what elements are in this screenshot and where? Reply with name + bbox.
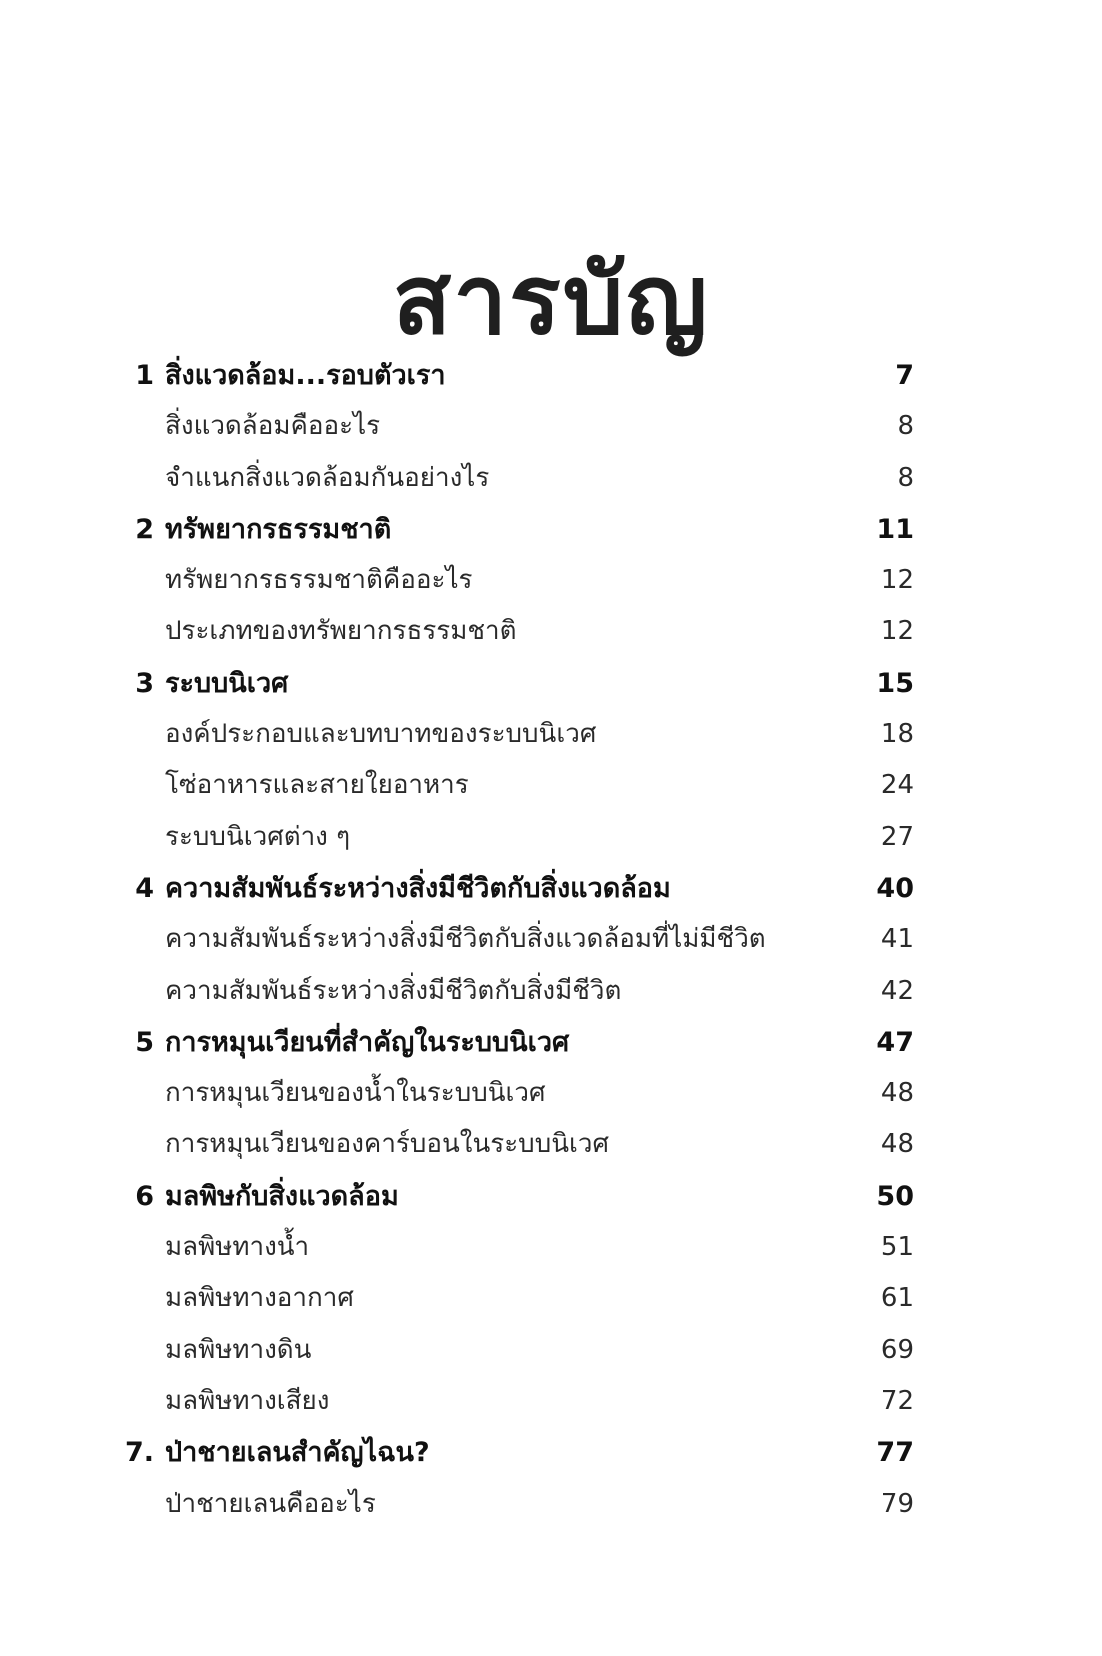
section-title: โซ่อาหารและสายใยอาหาร [165, 770, 469, 801]
toc-section-row [0, 1222, 1102, 1273]
section-title: องค์ประกอบและบทบาทของระบบนิเวศ [165, 719, 597, 750]
section-title: ประเภทของทรัพยากรธรรมชาติ [165, 616, 517, 647]
toc-chapter-row [0, 1171, 1102, 1222]
section-title: จำแนกสิ่งแวดล้อมกันอย่างไร [165, 462, 490, 493]
toc-section-row [0, 1325, 1102, 1376]
toc-chapter-row [0, 1427, 1102, 1478]
section-title: การหมุนเวียนของน้ำในระบบนิเวศ [165, 1078, 546, 1109]
toc-section-row [0, 914, 1102, 965]
page-number: 51 [880, 1232, 914, 1263]
toc-section-row [0, 1376, 1102, 1427]
page-title: สารบัญ [392, 244, 710, 357]
chapter-title: ป่าชายเลนสำคัญไฉน? [165, 1437, 430, 1469]
chapter-number: 5 [135, 1026, 154, 1058]
toc-section-row [0, 812, 1102, 863]
chapter-title: การหมุนเวียนที่สำคัญในระบบนิเวศ [165, 1026, 570, 1058]
toc-chapter-row [0, 658, 1102, 709]
section-title: การหมุนเวียนของคาร์บอนในระบบนิเวศ [165, 1129, 609, 1160]
toc-section-row [0, 1068, 1102, 1119]
toc-section-row [0, 453, 1102, 504]
page-number: 11 [876, 513, 914, 545]
chapter-number: 6 [135, 1180, 154, 1212]
section-title: ความสัมพันธ์ระหว่างสิ่งมีชีวิตกับสิ่งมีชีวิต [165, 975, 622, 1006]
chapter-number: 1 [135, 360, 154, 391]
toc-chapter-row [0, 350, 1102, 401]
page-number: 69 [880, 1334, 914, 1365]
page-number: 12 [880, 616, 914, 647]
page-number: 42 [880, 975, 914, 1006]
toc-section-row [0, 555, 1102, 606]
section-title: มลพิษทางเสียง [165, 1385, 330, 1416]
chapter-number: 4 [135, 872, 154, 904]
section-title: มลพิษทางอากาศ [165, 1283, 354, 1314]
toc-section-row [0, 709, 1102, 760]
section-title: มลพิษทางดิน [165, 1334, 312, 1365]
toc-chapter-row [0, 863, 1102, 914]
page-number: 48 [880, 1129, 914, 1160]
page-number: 48 [880, 1078, 914, 1109]
chapter-number: 7. [124, 1437, 154, 1469]
chapter-title: ทรัพยากรธรรมชาติ [165, 513, 392, 545]
section-title: ป่าชายเลนคืออะไร [165, 1488, 376, 1519]
chapter-title: ความสัมพันธ์ระหว่างสิ่งมีชีวิตกับสิ่งแวดล้อม [165, 872, 671, 904]
chapter-title: มลพิษกับสิ่งแวดล้อม [165, 1180, 399, 1212]
section-title: มลพิษทางน้ำ [165, 1232, 310, 1263]
page-number: 77 [876, 1437, 914, 1469]
toc-section-row [0, 1119, 1102, 1170]
chapter-title: สิ่งแวดล้อม...รอบตัวเรา [165, 360, 446, 391]
toc-section-row [0, 401, 1102, 452]
page-number: 24 [880, 770, 914, 801]
page-number: 50 [876, 1180, 914, 1212]
table-of-contents [0, 350, 1102, 1530]
toc-section-row [0, 1273, 1102, 1324]
toc-section-row [0, 966, 1102, 1017]
section-title: ระบบนิเวศต่าง ๆ [165, 821, 351, 852]
page-number: 72 [880, 1385, 914, 1416]
toc-section-row [0, 760, 1102, 811]
page-number: 15 [876, 667, 914, 699]
toc-section-row [0, 1479, 1102, 1530]
section-title: ความสัมพันธ์ระหว่างสิ่งมีชีวิตกับสิ่งแวดล้อมที่ไม่มีชีวิต [165, 924, 766, 955]
page-number: 12 [880, 565, 914, 596]
section-title: สิ่งแวดล้อมคืออะไร [165, 411, 381, 442]
page-number: 8 [897, 411, 914, 442]
toc-chapter-row [0, 1017, 1102, 1068]
page-number: 27 [880, 821, 914, 852]
toc-chapter-row [0, 504, 1102, 555]
page-number: 47 [876, 1026, 914, 1058]
chapter-number: 2 [135, 513, 154, 545]
page-number: 8 [897, 462, 914, 493]
page-number: 7 [895, 360, 914, 391]
page-number: 61 [880, 1283, 914, 1314]
chapter-title: ระบบนิเวศ [165, 667, 289, 699]
page-number: 41 [880, 924, 914, 955]
chapter-number: 3 [135, 667, 154, 699]
page-number: 40 [876, 872, 914, 904]
section-title: ทรัพยากรธรรมชาติคืออะไร [165, 565, 473, 596]
toc-section-row [0, 606, 1102, 657]
page-number: 18 [880, 719, 914, 750]
page-number: 79 [880, 1488, 914, 1519]
